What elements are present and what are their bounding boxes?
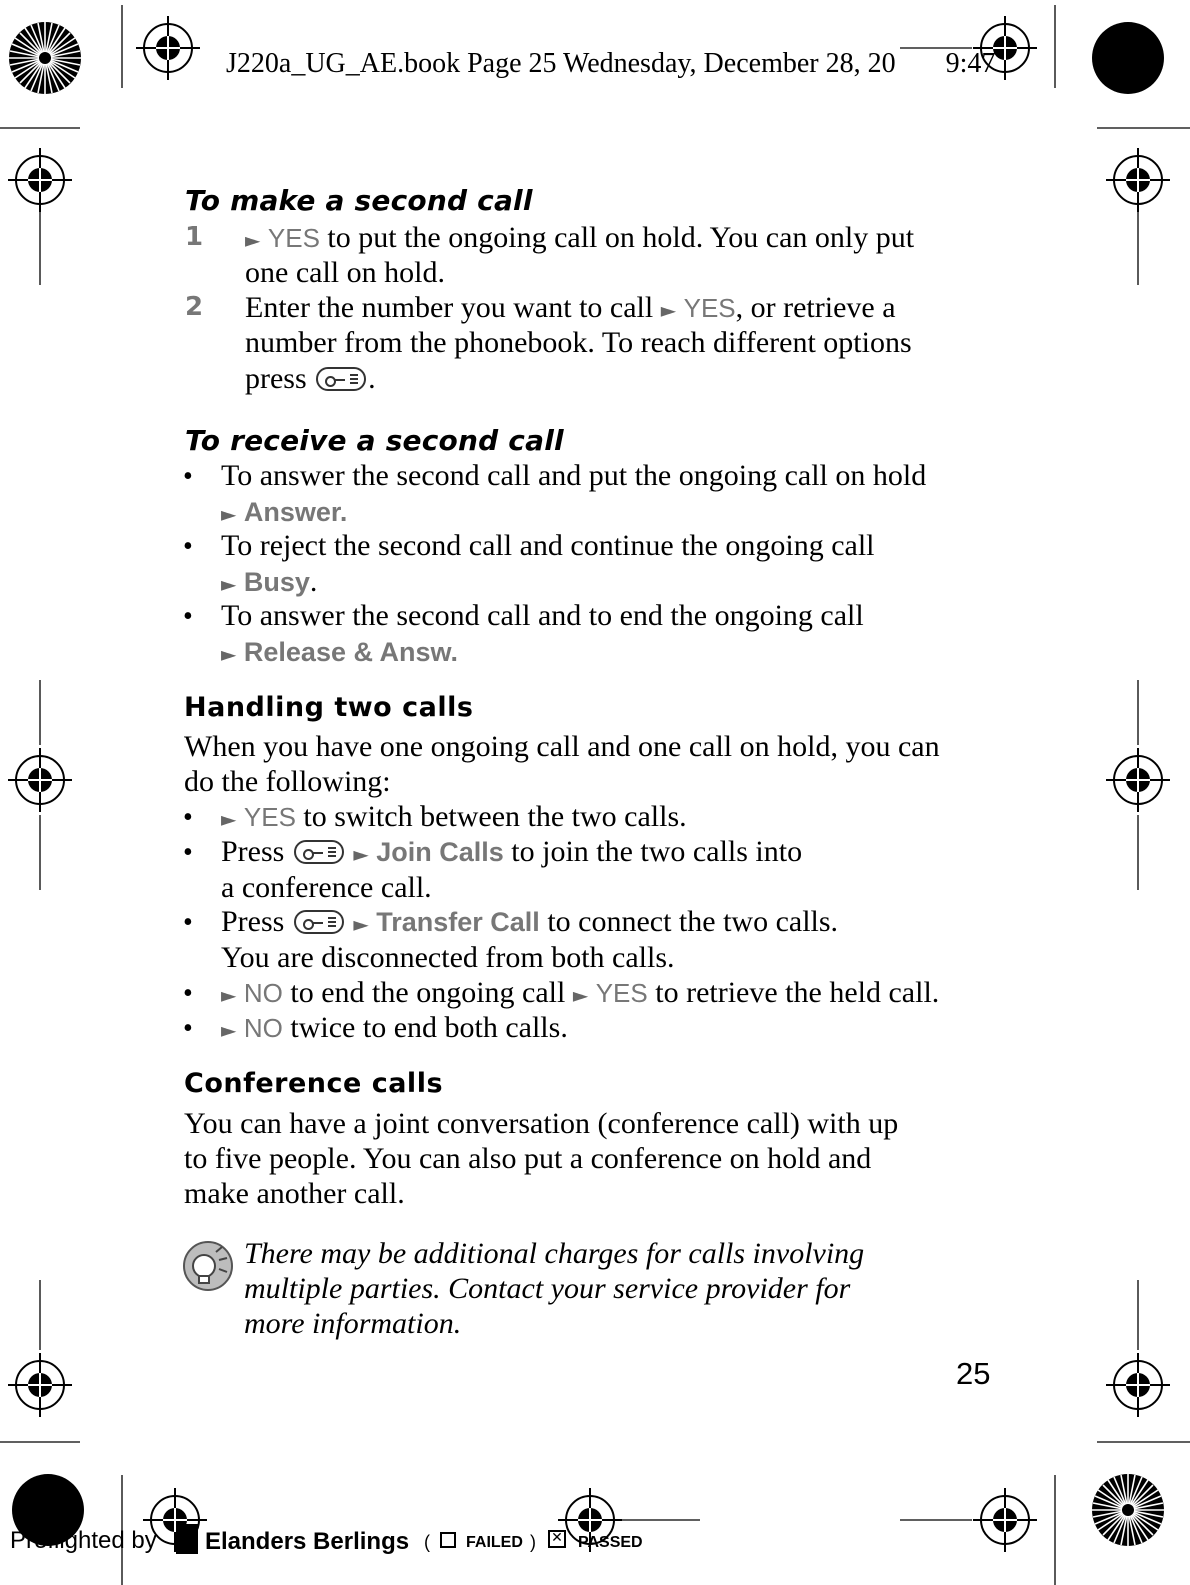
heading-handling-two-calls: Handling two calls: [184, 692, 474, 723]
yes-key-label: YES: [595, 978, 648, 1008]
item-text: Press: [221, 905, 292, 938]
failed-checkbox: [440, 1532, 456, 1548]
conference-line-1: You can have a joint conversation (conference call) with up: [184, 1107, 899, 1140]
receive-item-2-option: [221, 564, 317, 602]
stamp-open-paren: (: [424, 1532, 430, 1552]
bullet: •: [183, 907, 193, 938]
heading-conference-calls: Conference calls: [184, 1068, 444, 1099]
handling-item-2-line-1: [221, 834, 802, 872]
handling-item-2-line-2: a conference call.: [221, 871, 432, 904]
step-text: Enter the number you want to call: [245, 291, 661, 324]
select-arrow-icon: ►: [221, 983, 237, 1007]
receive-item-3-option: [221, 634, 458, 672]
step-1-line-2: one call on hold.: [245, 256, 445, 289]
step-text: , or retrieve a: [735, 291, 896, 324]
no-key-label: NO: [243, 1013, 283, 1043]
step-number: 1: [185, 222, 204, 252]
receive-item-1-text: To answer the second call and put the ongoing call on hold: [221, 459, 927, 492]
bullet: •: [183, 461, 193, 492]
yes-key-label: YES: [683, 293, 736, 323]
note-line-3: more information.: [244, 1307, 462, 1340]
note-line-2: multiple parties. Contact your service provider for: [244, 1272, 851, 1305]
step-text: press: [245, 362, 315, 395]
item-text: Press: [221, 835, 292, 868]
menu-option-release-answer: Release & Answ.: [243, 637, 458, 667]
handling-item-3-line-1: [221, 904, 838, 942]
passed-checkbox-checked: ✕: [548, 1530, 566, 1548]
page-number: 25: [956, 1356, 991, 1391]
select-arrow-icon: ►: [660, 298, 677, 322]
running-head-text: J220a_UG_AE.book Page 25 Wednesday, December 28, 20: [226, 48, 896, 79]
item-text: to join the two calls into: [503, 835, 803, 868]
tip-lightbulb-icon: [180, 1238, 236, 1294]
conference-line-3: make another call.: [184, 1177, 405, 1210]
handling-item-1: [221, 799, 687, 837]
heading-receive-second-call: To receive a second call: [185, 424, 564, 457]
select-arrow-icon: ►: [221, 572, 237, 596]
receive-item-3-text: To answer the second call and to end the ongoing call: [221, 599, 864, 632]
bullet: •: [183, 802, 193, 833]
select-arrow-icon: ►: [221, 807, 237, 831]
handling-intro-line-2: do the following:: [184, 765, 391, 798]
step-number: 2: [185, 292, 204, 322]
receive-item-2-text: To reject the second call and continue the ongoing call: [221, 529, 875, 562]
bullet: •: [183, 837, 193, 868]
handling-intro-line-1: When you have one ongoing call and one call on hold, you can: [184, 730, 940, 763]
bullet: •: [183, 978, 193, 1009]
handling-item-5: [221, 1010, 568, 1048]
passed-label: PASSED: [578, 1534, 643, 1551]
step-1-line-1: [245, 220, 914, 258]
select-arrow-icon: ►: [353, 842, 369, 866]
select-arrow-icon: ►: [245, 228, 261, 252]
select-arrow-icon: ►: [572, 983, 589, 1007]
select-arrow-icon: ►: [353, 912, 369, 936]
failed-label: FAILED: [466, 1534, 523, 1551]
brand-logo-icon: [176, 1524, 198, 1554]
yes-key-label: YES: [267, 223, 320, 253]
item-text: twice to end both calls.: [282, 1011, 568, 1044]
menu-option-answer: Answer.: [243, 497, 348, 527]
item-text: to retrieve the held call.: [647, 976, 940, 1009]
select-arrow-icon: ►: [221, 642, 237, 666]
step-text: to put the ongoing call on hold. You can only put: [319, 221, 915, 254]
select-arrow-icon: ►: [221, 1018, 237, 1042]
preflight-label: Preflighted by: [10, 1527, 157, 1554]
brand-name: Elanders Berlings: [205, 1528, 410, 1555]
stamp-close-paren: ): [530, 1532, 536, 1552]
conference-line-2: to five people. You can also put a conference on hold and: [184, 1142, 872, 1175]
menu-option-busy: Busy: [243, 567, 310, 597]
running-head-time: 9:47: [945, 48, 996, 79]
menu-key-icon: [294, 910, 344, 934]
heading-make-second-call: To make a second call: [185, 184, 533, 217]
step-2-line-1: [245, 290, 896, 328]
bullet: •: [183, 1013, 193, 1044]
no-key-label: NO: [243, 978, 283, 1008]
step-text: .: [368, 362, 376, 395]
bullet: •: [183, 531, 193, 562]
option-suffix: .: [309, 565, 318, 598]
note-line-1: There may be additional charges for calls involving: [244, 1237, 865, 1270]
menu-key-icon: [294, 840, 344, 864]
item-text: to end the ongoing call: [282, 976, 573, 1009]
running-head: [226, 48, 995, 80]
menu-option-transfer-call: Transfer Call: [376, 907, 540, 937]
select-arrow-icon: ►: [221, 502, 237, 526]
item-text: to switch between the two calls.: [295, 800, 687, 833]
handling-item-4: [221, 975, 939, 1013]
yes-key-label: YES: [243, 802, 296, 832]
item-text: to connect the two calls.: [539, 905, 839, 938]
receive-item-1-option: [221, 494, 347, 532]
menu-option-join-calls: Join Calls: [376, 837, 504, 867]
step-2-line-3: [245, 361, 376, 396]
bullet: •: [183, 601, 193, 632]
menu-key-icon: [316, 367, 366, 391]
step-2-line-2: number from the phonebook. To reach different options: [245, 326, 912, 359]
handling-item-3-line-2: You are disconnected from both calls.: [221, 941, 675, 974]
